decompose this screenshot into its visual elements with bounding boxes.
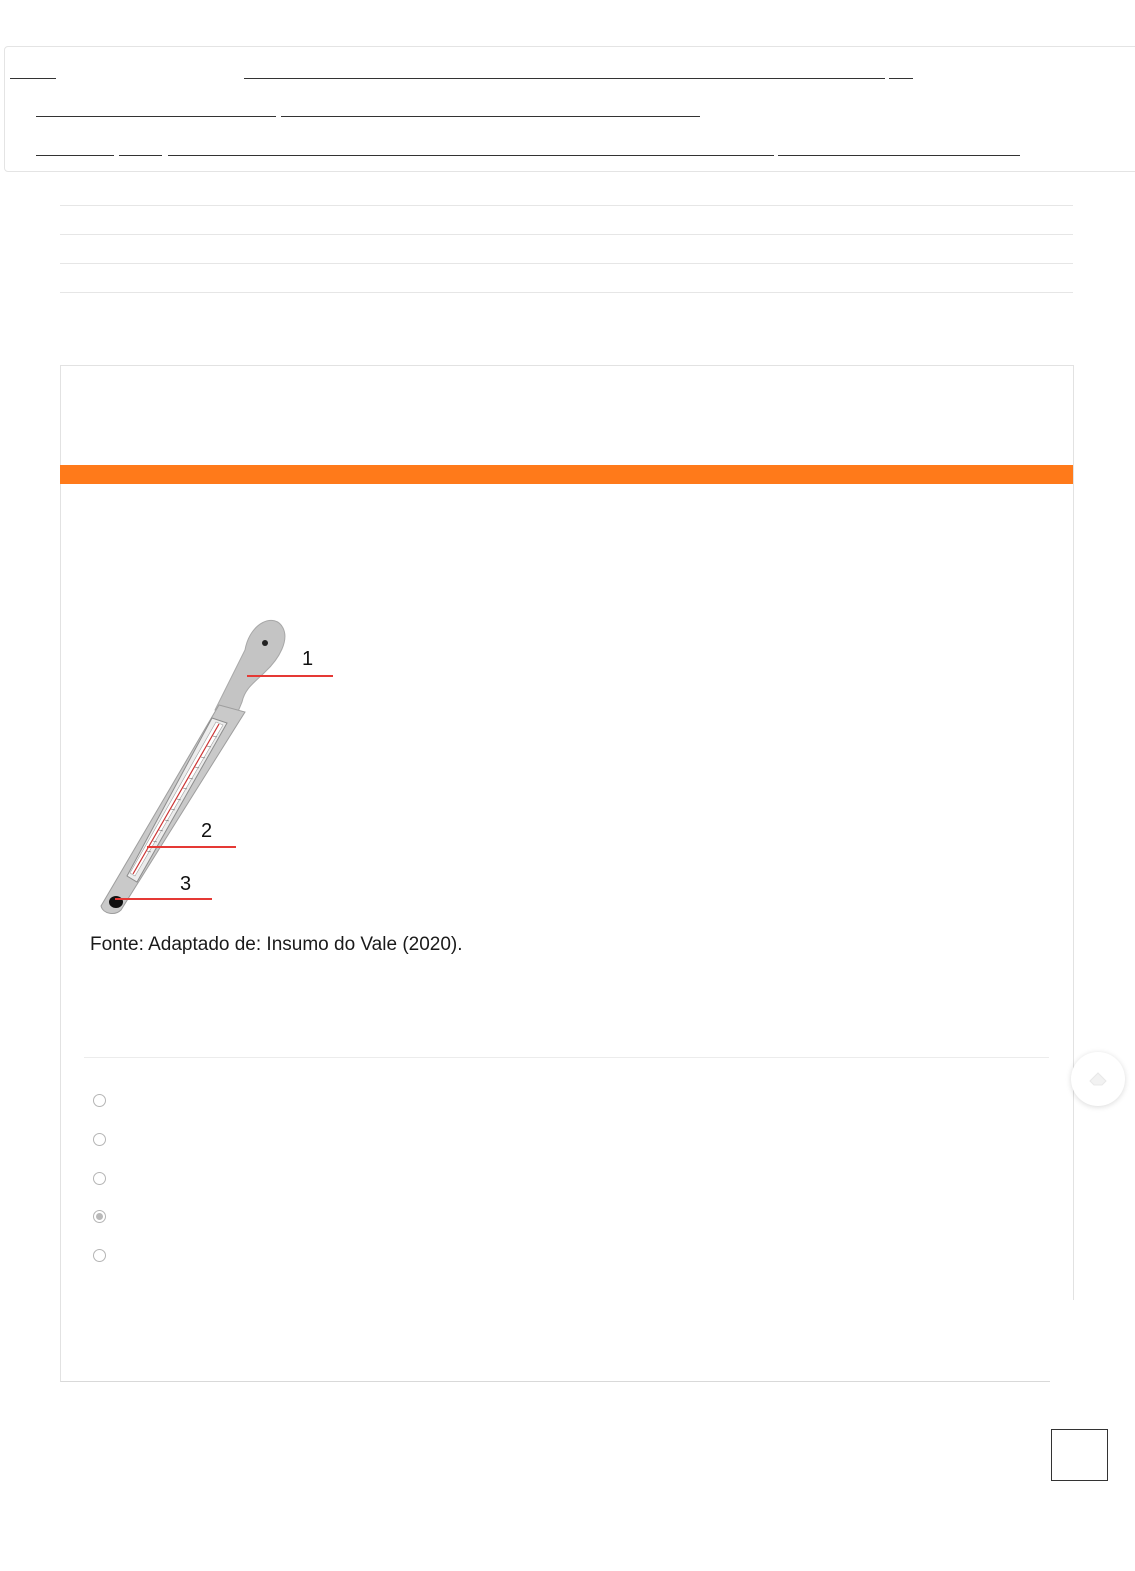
option-radio-3[interactable] [93, 1172, 106, 1185]
summary-row-divider [60, 234, 1073, 235]
nav-link[interactable] [778, 155, 1020, 156]
nav-link[interactable] [244, 78, 885, 79]
question-accent-bar [60, 465, 1073, 484]
breadcrumb-nav [4, 46, 1135, 172]
nav-link[interactable] [168, 155, 774, 156]
thermometer-handle [215, 620, 285, 714]
scroll-top-icon [1086, 1067, 1110, 1091]
callout-label-2: 2 [201, 820, 213, 842]
callout-label-3: 3 [180, 873, 192, 895]
corner-widget[interactable] [1051, 1429, 1108, 1481]
option-radio-4[interactable] [93, 1210, 106, 1223]
thermometer-bottom-opening [109, 896, 123, 908]
mercury-column [133, 724, 219, 874]
figure-caption: Fonte: Adaptado de: Insumo do Vale (2020). [90, 934, 463, 955]
summary-row-divider [60, 205, 1073, 206]
nav-link[interactable] [10, 78, 56, 79]
thermometer-figure [95, 610, 345, 920]
options-divider [84, 1057, 1049, 1058]
nav-link[interactable] [36, 155, 114, 156]
callout-label-1: 1 [302, 648, 314, 670]
handle-hole [262, 640, 268, 646]
nav-link[interactable] [889, 78, 913, 79]
summary-row-divider [60, 263, 1073, 264]
scroll-top-button[interactable] [1071, 1052, 1125, 1106]
option-radio-1[interactable] [93, 1094, 106, 1107]
nav-link[interactable] [281, 116, 700, 117]
card-edge-mask [1050, 1300, 1090, 1390]
summary-row-divider [60, 292, 1073, 293]
nav-link[interactable] [36, 116, 276, 117]
option-radio-2[interactable] [93, 1133, 106, 1146]
nav-link[interactable] [119, 155, 162, 156]
option-radio-5[interactable] [93, 1249, 106, 1262]
